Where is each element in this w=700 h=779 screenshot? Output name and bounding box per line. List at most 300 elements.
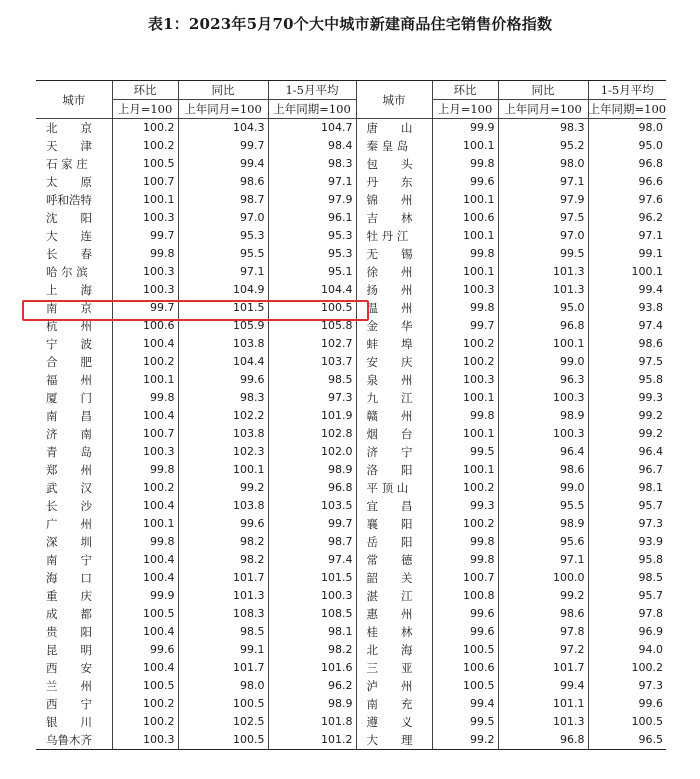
mom-value: 99.8	[432, 299, 498, 317]
mom-value: 99.2	[432, 731, 498, 750]
avg-value: 98.5	[268, 371, 356, 389]
avg-value: 95.3	[268, 227, 356, 245]
avg-value: 100.5	[268, 299, 356, 317]
avg-value: 98.5	[588, 569, 666, 587]
mom-value: 100.1	[112, 515, 178, 533]
mom-value: 99.5	[432, 443, 498, 461]
mom-value: 99.6	[112, 641, 178, 659]
city-name: 宁 波	[46, 337, 92, 351]
mom-value: 99.8	[112, 389, 178, 407]
city-name: 重 庆	[46, 589, 92, 603]
city-name: 成 都	[46, 607, 92, 621]
mom-value: 99.4	[432, 695, 498, 713]
yoy-value: 99.0	[498, 353, 588, 371]
avg-value: 102.7	[268, 335, 356, 353]
table-row	[36, 587, 666, 605]
yoy-value: 100.1	[498, 335, 588, 353]
yoy-value: 101.3	[498, 281, 588, 299]
city-name: 安 庆	[356, 353, 432, 371]
avg-value: 98.0	[588, 119, 666, 138]
mom-value: 99.8	[432, 155, 498, 173]
avg-value: 99.3	[588, 389, 666, 407]
mom-value: 99.8	[432, 533, 498, 551]
mom-value: 100.3	[432, 371, 498, 389]
city-name: 深 圳	[46, 535, 92, 549]
yoy-value: 96.4	[498, 443, 588, 461]
avg-header-right: 1-5月平均	[588, 81, 666, 100]
yoy-value: 96.3	[498, 371, 588, 389]
mom-value: 100.4	[112, 407, 178, 425]
yoy-value: 102.5	[178, 713, 268, 731]
mom-value: 100.1	[432, 425, 498, 443]
mom-value: 100.3	[112, 209, 178, 227]
mom-value: 100.1	[112, 191, 178, 209]
mom-value: 99.8	[112, 245, 178, 263]
avg-value: 97.8	[588, 605, 666, 623]
table-row	[36, 695, 666, 713]
yoy-value: 100.5	[178, 695, 268, 713]
mom-base-right: 上月=100	[432, 100, 498, 119]
mom-value: 100.2	[432, 335, 498, 353]
city-header-right: 城市	[356, 81, 432, 119]
city-name: 金 华	[356, 317, 432, 335]
table-row	[36, 713, 666, 731]
avg-value: 97.4	[588, 317, 666, 335]
city-name: 厦 门	[46, 391, 92, 405]
city-name: 九 江	[356, 389, 432, 407]
mom-value: 100.1	[432, 191, 498, 209]
avg-value: 98.1	[268, 623, 356, 641]
table-row	[36, 353, 666, 371]
city-name: 银 川	[46, 715, 92, 729]
yoy-value: 98.6	[178, 173, 268, 191]
table-row	[36, 173, 666, 191]
avg-value: 95.8	[588, 371, 666, 389]
yoy-value: 95.0	[498, 299, 588, 317]
city-name: 南 京	[46, 301, 92, 315]
city-name: 北 海	[356, 641, 432, 659]
city-name: 湛 江	[356, 587, 432, 605]
mom-value: 100.1	[432, 389, 498, 407]
table-row	[36, 371, 666, 389]
yoy-header-left: 同比	[178, 81, 268, 100]
avg-value: 97.6	[588, 191, 666, 209]
table-row	[36, 461, 666, 479]
table-row	[36, 677, 666, 695]
city-name: 兰 州	[46, 679, 92, 693]
mom-value: 100.6	[432, 209, 498, 227]
avg-value: 97.9	[268, 191, 356, 209]
city-name: 广 州	[46, 517, 92, 531]
avg-value: 95.7	[588, 497, 666, 515]
yoy-value: 105.9	[178, 317, 268, 335]
avg-value: 100.5	[588, 713, 666, 731]
avg-value: 99.6	[588, 695, 666, 713]
city-name: 太 原	[46, 175, 92, 189]
avg-base-left: 上年同期=100	[268, 100, 356, 119]
city-name: 三 亚	[356, 659, 432, 677]
yoy-value: 100.0	[498, 569, 588, 587]
city-name: 上 海	[46, 283, 92, 297]
yoy-value: 101.5	[178, 299, 268, 317]
yoy-value: 98.6	[498, 461, 588, 479]
yoy-value: 97.0	[498, 227, 588, 245]
header-row-1	[36, 81, 666, 100]
mom-value: 99.8	[432, 407, 498, 425]
avg-value: 96.8	[588, 155, 666, 173]
avg-value: 99.2	[588, 425, 666, 443]
table-row	[36, 137, 666, 155]
yoy-value: 102.2	[178, 407, 268, 425]
yoy-value: 99.6	[178, 515, 268, 533]
city-name: 南 充	[356, 695, 432, 713]
avg-value: 97.4	[268, 551, 356, 569]
city-name: 惠 州	[356, 605, 432, 623]
mom-value: 99.6	[432, 623, 498, 641]
table-row	[36, 317, 666, 335]
yoy-value: 95.2	[498, 137, 588, 155]
city-name: 牡 丹 江	[356, 227, 432, 245]
yoy-value: 97.8	[498, 623, 588, 641]
price-index-table	[36, 80, 666, 750]
city-name: 襄 阳	[356, 515, 432, 533]
city-name: 韶 关	[356, 569, 432, 587]
table-row	[36, 155, 666, 173]
mom-value: 100.6	[112, 317, 178, 335]
avg-value: 104.7	[268, 119, 356, 138]
mom-value: 99.7	[112, 299, 178, 317]
avg-value: 96.5	[588, 731, 666, 750]
city-name: 武 汉	[46, 481, 92, 495]
yoy-value: 96.8	[498, 317, 588, 335]
city-name: 哈 尔 滨	[46, 265, 88, 279]
yoy-base-left: 上年同月=100	[178, 100, 268, 119]
avg-value: 99.2	[588, 407, 666, 425]
avg-value: 102.0	[268, 443, 356, 461]
city-name: 大 理	[356, 731, 432, 750]
avg-value: 100.3	[268, 587, 356, 605]
table-row	[36, 533, 666, 551]
city-name: 长 春	[46, 247, 92, 261]
mom-value: 100.7	[432, 569, 498, 587]
mom-value: 100.3	[112, 281, 178, 299]
yoy-value: 101.3	[498, 713, 588, 731]
yoy-header-right: 同比	[498, 81, 588, 100]
yoy-value: 98.0	[498, 155, 588, 173]
avg-value: 98.3	[268, 155, 356, 173]
mom-value: 99.6	[432, 173, 498, 191]
city-name: 包 头	[356, 155, 432, 173]
city-name: 扬 州	[356, 281, 432, 299]
mom-value: 99.3	[432, 497, 498, 515]
mom-value: 100.3	[112, 263, 178, 281]
avg-value: 98.4	[268, 137, 356, 155]
mom-value: 99.7	[112, 227, 178, 245]
avg-value: 101.2	[268, 731, 356, 750]
avg-value: 95.0	[588, 137, 666, 155]
yoy-value: 97.5	[498, 209, 588, 227]
city-name: 常 德	[356, 551, 432, 569]
yoy-value: 97.1	[498, 173, 588, 191]
yoy-value: 99.2	[178, 479, 268, 497]
city-name: 丹 东	[356, 173, 432, 191]
city-name: 西 宁	[46, 697, 92, 711]
mom-value: 100.3	[112, 731, 178, 750]
mom-value: 100.7	[112, 173, 178, 191]
yoy-value: 99.7	[178, 137, 268, 155]
avg-value: 97.1	[268, 173, 356, 191]
yoy-base-right: 上年同月=100	[498, 100, 588, 119]
mom-value: 99.6	[432, 605, 498, 623]
yoy-value: 101.3	[498, 263, 588, 281]
table-row	[36, 407, 666, 425]
mom-value: 100.2	[112, 695, 178, 713]
mom-header-left: 环比	[112, 81, 178, 100]
mom-value: 100.1	[112, 371, 178, 389]
yoy-value: 99.4	[178, 155, 268, 173]
yoy-value: 98.7	[178, 191, 268, 209]
table-row	[36, 389, 666, 407]
city-name: 蚌 埠	[356, 335, 432, 353]
city-name: 海 口	[46, 571, 92, 585]
table-row	[36, 569, 666, 587]
yoy-value: 95.5	[498, 497, 588, 515]
yoy-value: 108.3	[178, 605, 268, 623]
header-row-2	[36, 100, 666, 119]
city-name: 赣 州	[356, 407, 432, 425]
yoy-value: 95.5	[178, 245, 268, 263]
city-name: 石 家 庄	[46, 157, 88, 171]
mom-value: 100.4	[112, 623, 178, 641]
yoy-value: 101.7	[498, 659, 588, 677]
city-name: 锦 州	[356, 191, 432, 209]
mom-value: 100.2	[112, 137, 178, 155]
table-row	[36, 731, 666, 750]
mom-value: 100.2	[112, 119, 178, 138]
city-name: 岳 阳	[356, 533, 432, 551]
city-name: 泉 州	[356, 371, 432, 389]
avg-value: 98.7	[268, 533, 356, 551]
city-name: 昆 明	[46, 643, 92, 657]
avg-value: 103.7	[268, 353, 356, 371]
yoy-value: 95.3	[178, 227, 268, 245]
city-name: 西 安	[46, 661, 92, 675]
yoy-value: 97.2	[498, 641, 588, 659]
avg-value: 99.1	[588, 245, 666, 263]
city-name: 长 沙	[46, 499, 92, 513]
avg-value: 102.8	[268, 425, 356, 443]
yoy-value: 102.3	[178, 443, 268, 461]
avg-value: 98.9	[268, 695, 356, 713]
avg-value: 96.4	[588, 443, 666, 461]
table-row	[36, 209, 666, 227]
city-name: 无 锡	[356, 245, 432, 263]
city-name: 吉 林	[356, 209, 432, 227]
mom-value: 100.7	[112, 425, 178, 443]
yoy-value: 99.1	[178, 641, 268, 659]
mom-value: 100.5	[112, 155, 178, 173]
city-name: 桂 林	[356, 623, 432, 641]
mom-base-left: 上月=100	[112, 100, 178, 119]
table-row	[36, 227, 666, 245]
avg-value: 97.5	[588, 353, 666, 371]
yoy-value: 97.9	[498, 191, 588, 209]
mom-value: 100.4	[112, 335, 178, 353]
avg-value: 94.0	[588, 641, 666, 659]
mom-value: 100.2	[432, 353, 498, 371]
avg-header-left: 1-5月平均	[268, 81, 356, 100]
yoy-value: 104.9	[178, 281, 268, 299]
city-name: 泸 州	[356, 677, 432, 695]
yoy-value: 104.4	[178, 353, 268, 371]
avg-value: 104.4	[268, 281, 356, 299]
mom-header-right: 环比	[432, 81, 498, 100]
city-name: 北 京	[46, 121, 92, 135]
table-title: 表1：2023年5月70个大中城市新建商品住宅销售价格指数	[147, 15, 553, 33]
yoy-value: 103.8	[178, 335, 268, 353]
avg-value: 96.2	[268, 677, 356, 695]
city-name: 南 宁	[46, 553, 92, 567]
mom-value: 100.2	[432, 479, 498, 497]
avg-value: 103.5	[268, 497, 356, 515]
mom-value: 99.9	[432, 119, 498, 138]
mom-value: 100.6	[432, 659, 498, 677]
avg-value: 96.1	[268, 209, 356, 227]
mom-value: 100.3	[112, 443, 178, 461]
yoy-value: 98.2	[178, 551, 268, 569]
yoy-value: 101.7	[178, 569, 268, 587]
mom-value: 100.5	[432, 677, 498, 695]
city-name: 呼和浩特	[46, 193, 92, 207]
yoy-value: 98.3	[498, 119, 588, 138]
table-row	[36, 623, 666, 641]
yoy-value: 100.3	[498, 389, 588, 407]
table-row	[36, 605, 666, 623]
yoy-value: 103.8	[178, 425, 268, 443]
yoy-value: 101.7	[178, 659, 268, 677]
city-name: 福 州	[46, 373, 92, 387]
yoy-value: 100.1	[178, 461, 268, 479]
yoy-value: 98.9	[498, 407, 588, 425]
table-row	[36, 191, 666, 209]
table-row	[36, 281, 666, 299]
avg-value: 98.1	[588, 479, 666, 497]
avg-value: 108.5	[268, 605, 356, 623]
table-row	[36, 335, 666, 353]
yoy-value: 98.6	[498, 605, 588, 623]
mom-value: 99.9	[112, 587, 178, 605]
city-name: 济 宁	[356, 443, 432, 461]
table-row	[36, 641, 666, 659]
yoy-value: 95.6	[498, 533, 588, 551]
avg-value: 100.2	[588, 659, 666, 677]
avg-value: 99.7	[268, 515, 356, 533]
table-row	[36, 263, 666, 281]
avg-value: 97.3	[588, 677, 666, 695]
table-row	[36, 245, 666, 263]
mom-value: 100.1	[432, 137, 498, 155]
avg-value: 105.8	[268, 317, 356, 335]
city-name: 沈 阳	[46, 211, 92, 225]
avg-value: 96.2	[588, 209, 666, 227]
yoy-value: 96.8	[498, 731, 588, 750]
avg-value: 100.1	[588, 263, 666, 281]
yoy-value: 99.5	[498, 245, 588, 263]
mom-value: 100.1	[432, 227, 498, 245]
yoy-value: 100.5	[178, 731, 268, 750]
mom-value: 100.4	[112, 659, 178, 677]
yoy-value: 99.4	[498, 677, 588, 695]
mom-value: 100.4	[112, 551, 178, 569]
avg-value: 98.6	[588, 335, 666, 353]
city-name: 大 连	[46, 229, 92, 243]
city-name: 宜 昌	[356, 497, 432, 515]
city-name: 秦 皇 岛	[356, 137, 432, 155]
yoy-value: 97.0	[178, 209, 268, 227]
yoy-value: 98.2	[178, 533, 268, 551]
city-name: 遵 义	[356, 713, 432, 731]
city-name: 郑 州	[46, 463, 92, 477]
table-row	[36, 497, 666, 515]
yoy-value: 103.8	[178, 497, 268, 515]
yoy-value: 97.1	[498, 551, 588, 569]
city-name: 南 昌	[46, 409, 92, 423]
table-body	[36, 119, 666, 750]
city-name: 温 州	[356, 299, 432, 317]
avg-value: 95.1	[268, 263, 356, 281]
city-name: 徐 州	[356, 263, 432, 281]
mom-value: 100.5	[432, 641, 498, 659]
mom-value: 99.7	[432, 317, 498, 335]
table-row	[36, 659, 666, 677]
city-name: 杭 州	[46, 319, 92, 333]
city-name: 天 津	[46, 139, 92, 153]
avg-value: 96.7	[588, 461, 666, 479]
yoy-value: 98.3	[178, 389, 268, 407]
yoy-value: 99.2	[498, 587, 588, 605]
yoy-value: 98.9	[498, 515, 588, 533]
mom-value: 100.2	[112, 353, 178, 371]
city-name: 贵 阳	[46, 625, 92, 639]
yoy-value: 97.1	[178, 263, 268, 281]
city-name: 烟 台	[356, 425, 432, 443]
mom-value: 100.2	[112, 713, 178, 731]
avg-value: 98.9	[268, 461, 356, 479]
mom-value: 100.4	[112, 497, 178, 515]
avg-value: 98.2	[268, 641, 356, 659]
table-row	[36, 551, 666, 569]
mom-value: 100.5	[112, 677, 178, 695]
mom-value: 99.8	[432, 245, 498, 263]
avg-value: 99.4	[588, 281, 666, 299]
mom-value: 99.8	[432, 551, 498, 569]
mom-value: 100.5	[112, 605, 178, 623]
city-name: 青 岛	[46, 445, 92, 459]
avg-value: 101.9	[268, 407, 356, 425]
mom-value: 100.3	[432, 281, 498, 299]
mom-value: 100.2	[112, 479, 178, 497]
city-name: 唐 山	[356, 119, 432, 138]
avg-value: 101.6	[268, 659, 356, 677]
mom-value: 100.8	[432, 587, 498, 605]
mom-value: 99.8	[112, 533, 178, 551]
yoy-value: 98.0	[178, 677, 268, 695]
table-row	[36, 425, 666, 443]
mom-value: 100.4	[112, 569, 178, 587]
avg-value: 93.9	[588, 533, 666, 551]
mom-value: 100.2	[432, 515, 498, 533]
city-name: 平 顶 山	[356, 479, 432, 497]
